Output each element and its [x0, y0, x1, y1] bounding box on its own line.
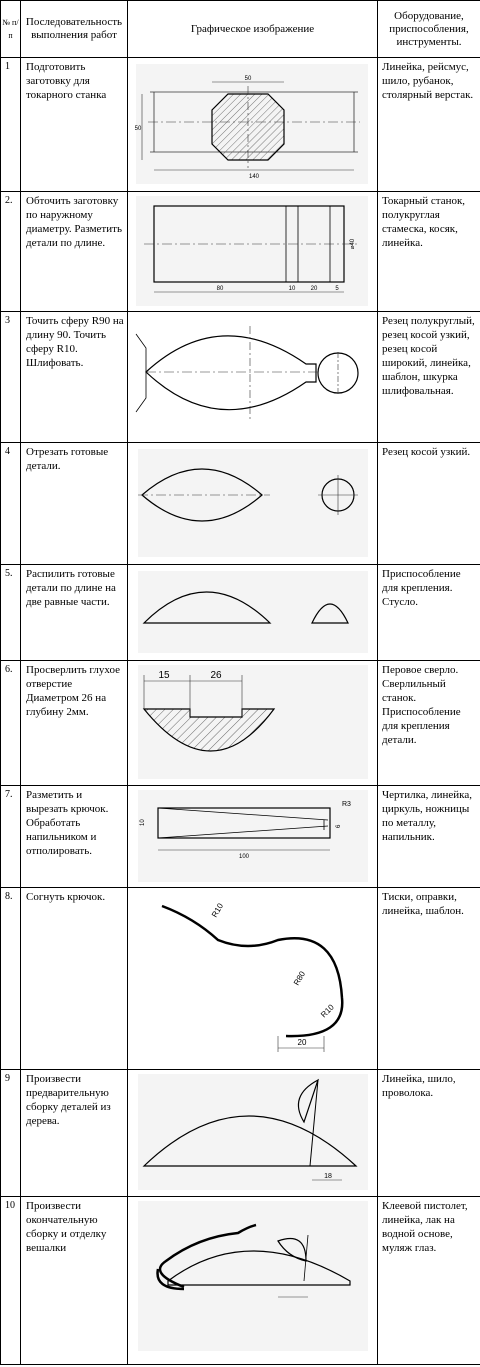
table-row: [1, 565, 480, 661]
preliminary-assembly-drawing: [128, 1070, 376, 1195]
row-tools: Резец косой узкий.: [378, 443, 480, 565]
row-tools: Резец полукруглый, резец косой узкий, резец косой широкий, линейка, шаблон, шкурка шлифовальная.: [378, 312, 480, 443]
dim-small: 6: [336, 824, 342, 828]
row-num: 1: [1, 58, 21, 192]
table-row: [1, 443, 480, 565]
header-row: [1, 1, 480, 58]
dim-c: 20: [310, 286, 318, 292]
row-text: Произвести предварительную сборку деталей из дерева.: [21, 1070, 128, 1197]
row-graphic: [128, 888, 378, 1070]
table-row: [1, 58, 480, 192]
row-text: Согнуть крючок.: [21, 888, 128, 1070]
header-num: № п/п: [1, 1, 21, 58]
row-graphic: [128, 58, 378, 192]
row-tools: Приспособление для крепления. Стусло.: [378, 565, 480, 661]
dim-radius: R3: [342, 801, 351, 808]
row-graphic: [128, 1070, 378, 1197]
dim-width: 50: [244, 76, 252, 82]
blank-drawing: [128, 58, 376, 190]
sphere-turning-drawing: [128, 312, 376, 441]
row-tools: Токарный станок, полукруглая стамеска, косяк, линейка.: [378, 192, 480, 312]
turned-blank-drawing: [128, 192, 376, 310]
row-tools: Перовое сверло. Сверлильный станок. Приспособление для крепления детали.: [378, 661, 480, 786]
dim-b: 10: [288, 286, 296, 292]
row-num: 3: [1, 312, 21, 443]
table-row: [1, 888, 480, 1070]
row-num: 6.: [1, 661, 21, 786]
row-tools: Линейка, шило, проволока.: [378, 1070, 480, 1197]
row-num: 10: [1, 1197, 21, 1365]
dim-length: 140: [248, 174, 260, 180]
row-text: Распилить готовые детали по длине на две равные части.: [21, 565, 128, 661]
row-num: 2.: [1, 192, 21, 312]
row-tools: Линейка, рейсмус, шило, рубанок, столярный верстак.: [378, 58, 480, 192]
row-tools: Тиски, оправки, линейка, шаблон.: [378, 888, 480, 1070]
dim-len: 18: [324, 1173, 332, 1180]
row-text: Точить сферу R90 на длину 90. Точить сферу R10. Шлифовать.: [21, 312, 128, 443]
header-graphic: Графическое изображение: [128, 1, 378, 58]
row-text: Подготовить заготовку для токарного станка: [21, 58, 128, 192]
row-num: 7.: [1, 786, 21, 888]
table-row: [1, 1070, 480, 1197]
hook-blank-drawing: [128, 786, 376, 886]
table-row: [1, 312, 480, 443]
dim-length: 100: [238, 854, 250, 860]
row-text: Обточить заготовку по наружному диаметру. Разметить детали по длине.: [21, 192, 128, 312]
dim-diameter: ⌀40: [350, 238, 356, 250]
dim-r1: R10: [209, 901, 226, 919]
row-graphic: [128, 661, 378, 786]
header-sequence: Последовательность выполнения работ: [21, 1, 128, 58]
row-text: Разметить и вырезать крючок. Обработать напильником и отполировать.: [21, 786, 128, 888]
table-row: [1, 661, 480, 786]
bent-hook-drawing: [128, 888, 376, 1068]
dim-b: 26: [210, 670, 222, 681]
dim-a: 15: [158, 670, 170, 681]
dim-width: 10: [140, 819, 146, 826]
row-graphic: [128, 443, 378, 565]
row-num: 9: [1, 1070, 21, 1197]
table-row: [1, 192, 480, 312]
table-row: [1, 1197, 480, 1365]
final-assembly-drawing: [128, 1197, 376, 1363]
drilled-part-drawing: [128, 661, 376, 784]
row-num: 4: [1, 443, 21, 565]
row-text: Отрезать готовые детали.: [21, 443, 128, 565]
row-graphic: [128, 786, 378, 888]
row-graphic: [128, 565, 378, 661]
dim-r3: R10: [319, 1002, 336, 1020]
dim-d: 5: [335, 286, 339, 292]
row-text: Произвести окончательную сборку и отделку вешалки: [21, 1197, 128, 1365]
row-text: Просверлить глухое отверстие Диаметром 26 на глубину 2мм.: [21, 661, 128, 786]
row-tools: Клеевой пистолет, линейка, лак на водной основе, муляж глаз.: [378, 1197, 480, 1365]
header-equipment: Оборудование, приспособления, инструменты.: [378, 1, 480, 58]
dim-a: 80: [216, 286, 224, 292]
row-graphic: [128, 312, 378, 443]
dim-len: 20: [297, 1038, 307, 1047]
sawn-halves-drawing: [128, 565, 376, 659]
row-graphic: [128, 192, 378, 312]
row-tools: Чертилка, линейка, циркуль, ножницы по металлу, напильник.: [378, 786, 480, 888]
cut-parts-drawing: [128, 443, 376, 563]
dim-height: 50: [134, 126, 142, 132]
row-num: 5.: [1, 565, 21, 661]
table-row: [1, 786, 480, 888]
row-num: 8.: [1, 888, 21, 1070]
row-graphic: [128, 1197, 378, 1365]
dim-r2: R80: [291, 969, 308, 987]
